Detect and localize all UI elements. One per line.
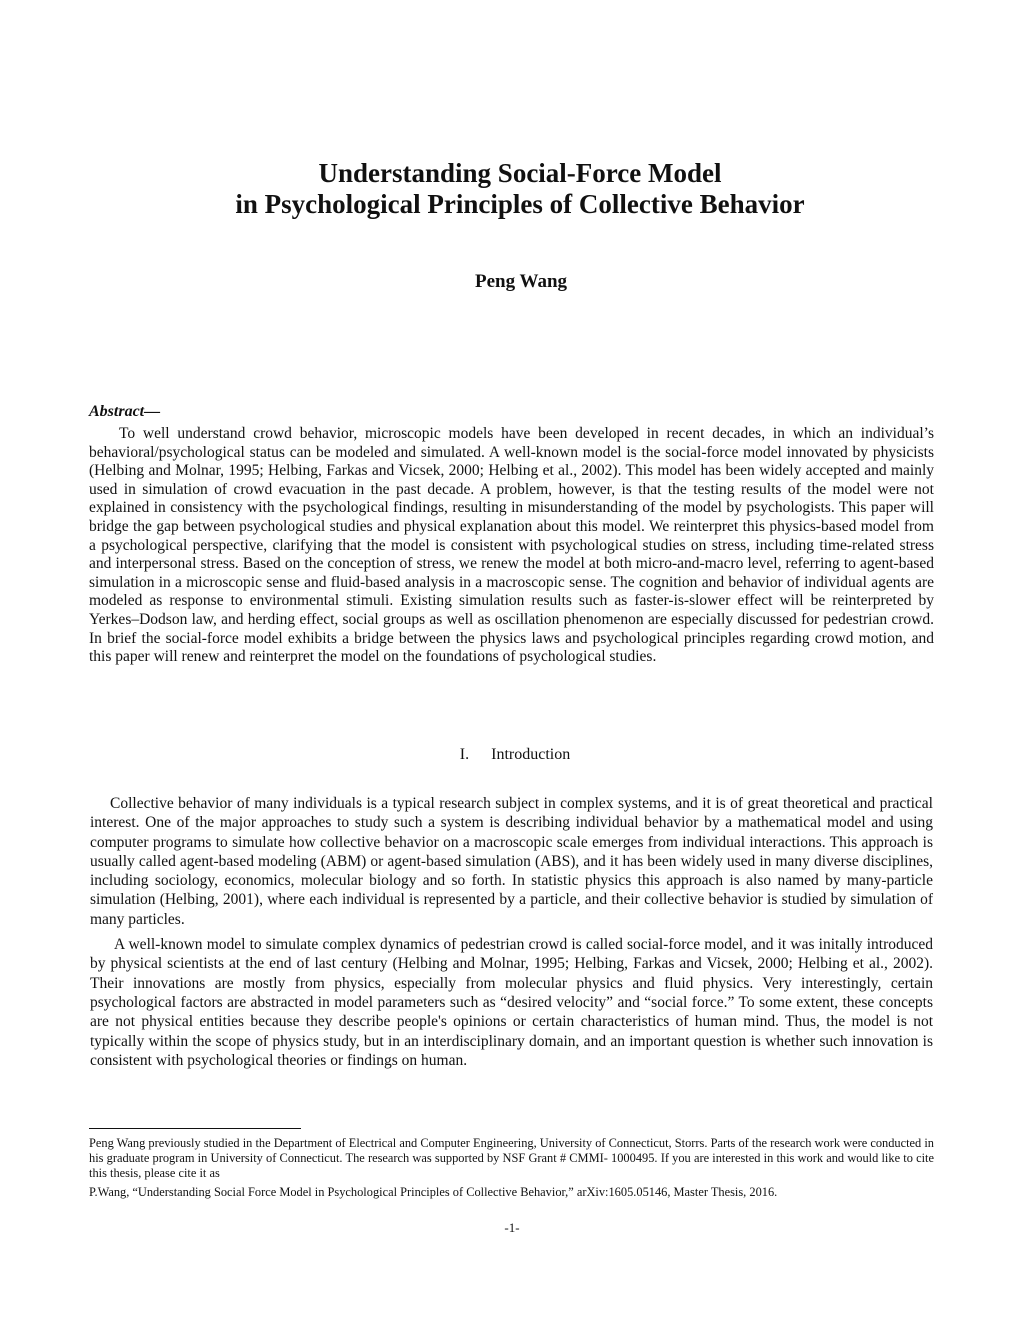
abstract-label: Abstract— <box>89 403 161 420</box>
abstract-text: To well understand crowd behavior, microscopic models have been developed in recent decades, in which an individual’s behavioral/psychological status can be modeled and simulated. A well-known model is the social-force model innovated by physicists (Helbing and Molnar, 1995; Helbing, Farkas and Vicsek, 2000; Helbing et al., 2002). This model has been widely accepted and mainly used in simulation of crowd evacuation in the past decade. A problem, however, is that the testing results of the model were not explained in consistency with the psychological findings, resulting in misunderstanding of the model by psychologists. This paper will bridge the gap between psychological studies and physical explanation about this model. We reinterpret this physics-based model from a psychological perspective, clarifying that the model is consistent with psychological studies on stress, including time-related stress and interpersonal stress. Based on the conception of stress, we renew the model at both micro-and-macro level, referring to agent-based simulation in a microscopic sense and fluid-based analysis in a macroscopic sense. The cognition and behavior of individual agents are modeled as response to environmental stimuli. Existing simulation results such as faster-is-slower effect will be reinterpreted by Yerkes–Dodson law, and herding effect, social groups as well as oscillation phenomenon are especially discussed for pedestrian crowd. In brief the social-force model exhibits a bridge between the physics laws and psychological principles regarding crowd motion, and this paper will renew and reinterpret the model on the foundations of psychological studies. <box>89 425 934 666</box>
footnote <box>89 1136 934 1200</box>
footnote-citation: P.Wang, “Understanding Social Force Model in Psychological Principles of Collective Behavior,” arXiv:1605.05146, Master Thesis, 2016. <box>89 1184 778 1199</box>
footnote-divider <box>89 1128 301 1129</box>
section-number: I. <box>459 746 470 763</box>
paper-title <box>0 158 1024 220</box>
author-name: Peng Wang <box>474 271 568 292</box>
intro-paragraph-1: Collective behavior of many individuals is a typical research subject in complex systems, and it is of great theoretical and practical interest. One of the major approaches to study such a system is describing individual behavior by a mathematical model and using computer programs to simulate how collective behavior on a macroscopic scale emerges from individual interactions. This approach is usually called agent-based modeling (ABM) or agent-based simulation (ABS), and it has been widely used in many diverse disciplines, including sociology, economics, molecular biology and so forth. In statistic physics this approach is also named by many-particle simulation (Helbing, 2001), where each individual is represented by a particle, and their collective behavior is studied by simulation of many particles. <box>90 795 933 928</box>
intro-paragraph-2: A well-known model to simulate complex dynamics of pedestrian crowd is called social-force model, and it was initally introduced by physical scientists at the end of last century (Helbing and Molnar, 1995; Helbing, Farkas and Vicsek, 2000; Helbing et al., 2002). Their innovations are mostly from physics, especially from molecular physics and fluid physics. Very interestingly, certain psychological factors are abstracted in model parameters such as “desired velocity” and “social force.” To some extent, these concepts are not physical entities because they describe people's opinions or certain characteristics of human mind. Thus, the model is not typically within the scope of physics study, but in an interdisciplinary domain, and an important question is whether such innovation is consistent with psychological theories or findings on human. <box>90 936 933 1069</box>
introduction-body <box>90 794 933 1076</box>
section-heading-introduction <box>0 746 1024 764</box>
title-line-1: Understanding Social-Force Model <box>318 158 722 188</box>
section-title: Introduction <box>491 746 571 763</box>
footnote-text: Peng Wang previously studied in the Department of Electrical and Computer Engineering, University of Connecticut, Storrs. Parts of the research work were conducted in his graduate program in University of Connecticut. The research was supported by NSF Grant # CMMI- 1000495. If you are interested in this work and would like to cite this thesis, please cite it as <box>89 1136 934 1181</box>
title-line-2: in Psychological Principles of Collective Behavior <box>235 189 805 219</box>
page-number: -1- <box>504 1220 520 1235</box>
